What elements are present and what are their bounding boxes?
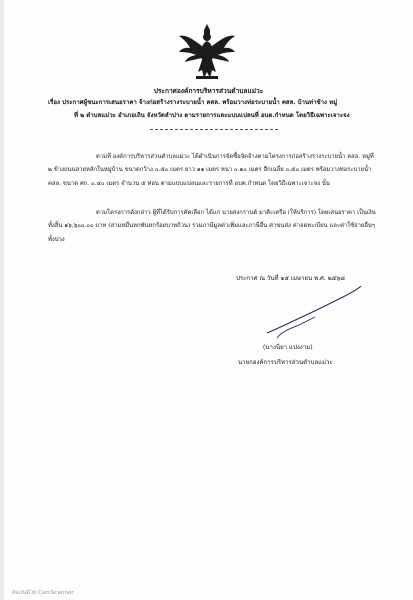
announcement-date: ประกาศ ณ วันที่ ๑๕ เมษายน พ.ศ. ๒๕๖๘: [236, 275, 345, 282]
signer-name: (นางนิ่ยา แปงงาม): [263, 344, 313, 351]
subject-line-1: เรื่อง ประกาศผู้ชนะการเสนอราคา จ้างก่อสร้างรางระบายน้ำ คสล. พร้อมวางท่อระบายน้ำ คสล. บ้านท่าช้าง หมู่: [48, 99, 338, 106]
subject-block: [48, 96, 378, 122]
handwritten-signature: [249, 278, 379, 348]
subject-line-2: ที่ ๒ ตำบลแม่วะ อำเภอเถิน จังหวัดลำปาง ตามรายการและแบบแปลนที่ อบต.กำหนด โดยวิธีเฉพาะเจาะจง: [74, 112, 350, 119]
garuda-emblem-icon: [176, 22, 238, 82]
signer-title: นายกองค์การบริหารส่วนตำบลแม่วะ: [238, 359, 333, 366]
scanner-watermark: สแกนด้วย CamScanner: [12, 590, 74, 596]
section-divider: [150, 129, 278, 130]
organization-title: ประกาศองค์การบริหารส่วนตำบลแม่วะ: [153, 87, 264, 95]
body-paragraph-1: ตามที่ องค์การบริหารส่วนตำบลแม่วะ ได้ดำเนินการจัดซื้อจัดจ้างตามโครงการก่อสร้างรางระบายน้ำ คสล. หมู่ที่ ๒ ข้างถนนสายหลักในหมู่บ้าน ขนาดกว้าง ๐.๕๐ เมตร ยาว ๑๑ เมตร หนา ๐.๑๐ เมตร ลึกเฉลี่ย ๐.๕๐ เมตร พร้อมวางท่อระบายน้ำ คสล. ขนาด ศก. ๐.๔๐ เมตร จำนวน ๕ ท่อน ตามแบบแปลนและรายการที่ อบต.กำหนด โดยวิธีเฉพาะเจาะจง นั้น: [48, 154, 374, 187]
body-paragraph-2: ตามโครงการดังกล่าว ผู้ที่ได้รับการคัดเลือก ได้แก่ นายสงกรานต์ มาติะเครือ (ให้บริการ) โดยเสนอราคา เป็นเงินทั้งสิ้น ๑๖,๖๐๐.๐๐ บาท (สามหมื่นหกพันหกร้อยบาทถ้วน) รวมภาษีมูลค่าเพิ่มและภาษีอื่น ค่าขนส่ง ค่าจดทะเบียน และค่าใช้จ่ายอื่นๆ ทั้งปวง: [48, 210, 376, 243]
